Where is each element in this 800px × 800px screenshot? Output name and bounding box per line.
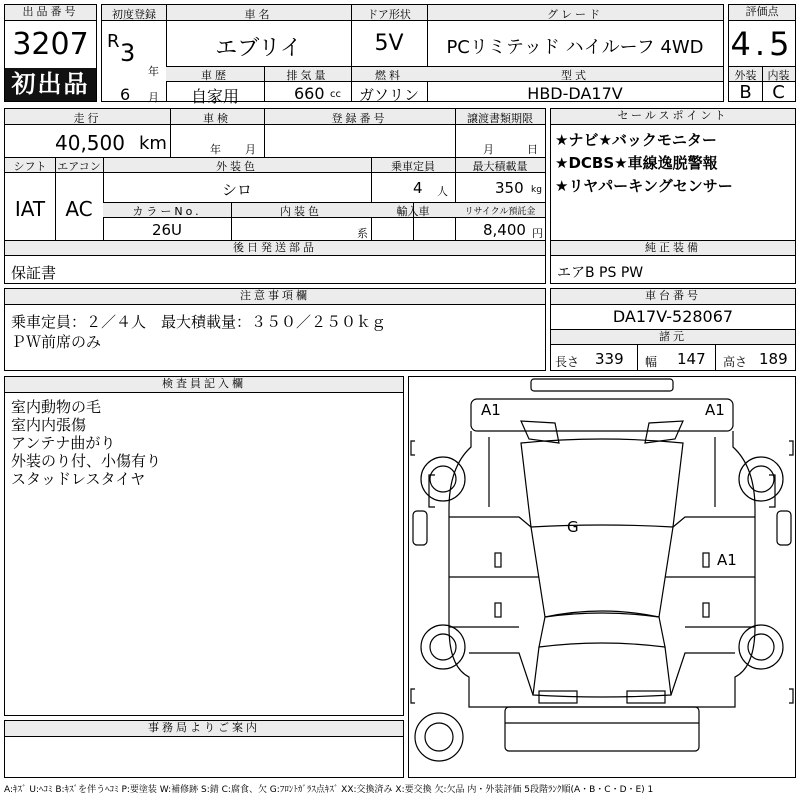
door-label: ドア形状 — [367, 8, 411, 21]
capacity: 4 — [413, 179, 423, 197]
chassis-box — [550, 288, 796, 371]
notes-box — [4, 288, 546, 371]
era: R — [107, 31, 120, 52]
car-name-label: 車名 — [244, 8, 273, 21]
score: 4.5 — [730, 25, 794, 63]
dims-label: 諸元 — [551, 330, 795, 345]
sales-points-box — [550, 108, 796, 284]
note-2: ＰＷ前席のみ — [11, 333, 102, 351]
color-no-label: カラーNo. — [132, 205, 202, 218]
length-label: 長さ — [555, 355, 580, 369]
import-label: 輸入車 — [396, 205, 430, 218]
notes-label: 注意事項欄 — [5, 289, 545, 305]
car-diagram-box — [408, 376, 796, 778]
first-reg-year: 3 — [120, 39, 136, 67]
grade-label: グレード — [547, 8, 603, 21]
lot-number: 3207 — [12, 27, 89, 62]
inspection-month-unit: 月 — [245, 143, 256, 156]
history-label: 車歴 — [201, 69, 229, 82]
tire-rear-right — [739, 625, 783, 669]
width-label: 幅 — [645, 355, 658, 369]
car-diagram — [409, 377, 795, 777]
person-unit: 人 — [437, 185, 448, 198]
cc-unit: cc — [330, 89, 341, 100]
sales-point-3: ★リヤパーキングセンサー — [555, 177, 733, 195]
inspector-label: 検査員記入欄 — [5, 377, 403, 393]
first-reg-month: 6 — [120, 85, 131, 104]
lot-number-box — [4, 4, 97, 102]
displacement-label: 排気量 — [286, 69, 329, 82]
door-type: 5V — [374, 31, 404, 56]
model-code: HBD-DA17V — [527, 84, 623, 103]
inspection-label: 車検 — [203, 112, 231, 125]
inspection-year-unit: 年 — [210, 143, 221, 156]
transfer-month-unit: 月 — [483, 143, 494, 156]
score-label: 評価点 — [729, 5, 795, 21]
mark-front-right: A1 — [705, 401, 725, 419]
body-outline — [449, 431, 755, 707]
rear-section — [533, 647, 671, 697]
mileage: 40,500 — [55, 131, 125, 155]
int-color-label: 内装色 — [280, 205, 322, 218]
spare-tire — [415, 713, 463, 761]
max-load: 350 — [495, 179, 524, 197]
later-parts-label: 後日発送部品 — [5, 241, 545, 256]
score-box — [728, 4, 796, 102]
kg-unit: kg — [531, 185, 542, 195]
model-code-label: 型式 — [561, 69, 589, 82]
exterior-grade-label: 外装 — [734, 69, 757, 82]
sales-point-2: ★DCBS★車線逸脱警報 — [555, 154, 718, 172]
office-label: 事務局よりご案内 — [5, 721, 403, 737]
cabin-roof — [531, 527, 673, 617]
max-load-label: 最大積載量 — [472, 160, 528, 173]
height-label: 高さ — [723, 355, 748, 369]
grade: PCリミテッド ハイルーフ 4WD — [446, 37, 704, 58]
mirror-right — [777, 511, 791, 545]
windshield — [521, 439, 683, 527]
headlight-right — [645, 421, 683, 443]
km-unit: km — [139, 133, 167, 154]
capacity-label: 乗車定員 — [391, 160, 435, 173]
later-parts: 保証書 — [11, 264, 57, 282]
inspector-note-5: スタッドレスタイヤ — [11, 470, 146, 488]
mark-right-side: A1 — [717, 551, 737, 569]
mileage-label: 走行 — [73, 112, 102, 125]
length: 339 — [595, 350, 624, 368]
transfer-day-unit: 日 — [527, 143, 538, 156]
chassis-no-label: 車台番号 — [551, 289, 795, 305]
interior-grade: C — [772, 82, 785, 103]
inspector-note-4: 外装のり付、小傷有り — [11, 452, 162, 470]
ext-color: シロ — [221, 181, 252, 199]
inspector-note-2: 室内内張傷 — [11, 416, 87, 434]
transfer-date-label: 譲渡書類期限 — [467, 112, 533, 125]
month-unit: 月 — [148, 91, 159, 104]
history: 自家用 — [190, 87, 239, 106]
interior-grade-label: 内装 — [767, 69, 790, 82]
office-box — [4, 720, 404, 778]
ext-color-label: 外装色 — [216, 160, 258, 173]
color-suffix: 系 — [357, 227, 368, 240]
reg-no-label: 登録番号 — [331, 112, 388, 125]
mirror-left — [413, 511, 427, 545]
first-reg-label: 初度登録 — [112, 8, 156, 21]
fuel: ガソリン — [358, 86, 419, 104]
genuine-equip-label: 純正装備 — [551, 241, 795, 256]
recycle-label: リサイクル預託金 — [464, 207, 536, 217]
front-bumper-outline — [471, 399, 733, 431]
height: 189 — [759, 350, 788, 368]
shift: IAT — [14, 197, 46, 221]
sales-points-label: セールスポイント — [551, 109, 795, 125]
roof-outline — [531, 379, 673, 391]
car-name: エブリイ — [215, 36, 302, 61]
inspector-note-3: アンテナ曲がり — [11, 434, 116, 452]
yen-unit: 円 — [532, 227, 543, 240]
sales-point-1: ★ナビ★バックモニター — [555, 131, 717, 149]
rear-bumper-outline — [505, 707, 699, 751]
note-1: 乗車定員：２／４人 最大積載量：３５０／２５０ｋｇ — [11, 313, 387, 331]
shift-label: シフト — [13, 160, 47, 173]
aircon-label: エアコン — [57, 160, 101, 173]
main-info-box — [101, 4, 724, 106]
mark-glass: G — [567, 518, 579, 536]
mark-front-left: A1 — [481, 401, 501, 419]
recycle: 8,400 — [483, 221, 526, 239]
chassis-no: DA17V-528067 — [612, 307, 734, 326]
year-unit: 年 — [148, 65, 159, 78]
aircon: AC — [65, 197, 93, 221]
tire-rear-left — [421, 625, 465, 669]
fuel-label: 燃料 — [375, 69, 403, 82]
damage-legend: A:ｷｽﾞ U:ﾍｺﾐ B:ｷｽﾞを伴うﾍｺﾐ P:要塗装 W:補修跡 S:錆 C:腐食、欠 G:ﾌﾛﾝﾄｶﾞﾗｽ点ｷｽﾞ XX:交換済み X:要交換 欠:欠品 内・外装評価 5段階ﾗﾝｸ順(A・B・C・D・E) 1 — [4, 785, 654, 795]
inspector-note-1: 室内動物の毛 — [11, 398, 102, 416]
inspector-box — [4, 376, 404, 716]
first-listing-badge: 初出品 — [5, 68, 96, 101]
lot-number-label: 出品番号 — [5, 5, 96, 21]
headlight-left — [521, 421, 559, 443]
exterior-grade: B — [739, 82, 752, 103]
genuine-equip: エアB PS PW — [557, 265, 644, 281]
displacement: 660 — [294, 84, 325, 103]
color-no: 26U — [151, 221, 183, 239]
width: 147 — [677, 350, 706, 368]
details-box — [4, 108, 546, 284]
